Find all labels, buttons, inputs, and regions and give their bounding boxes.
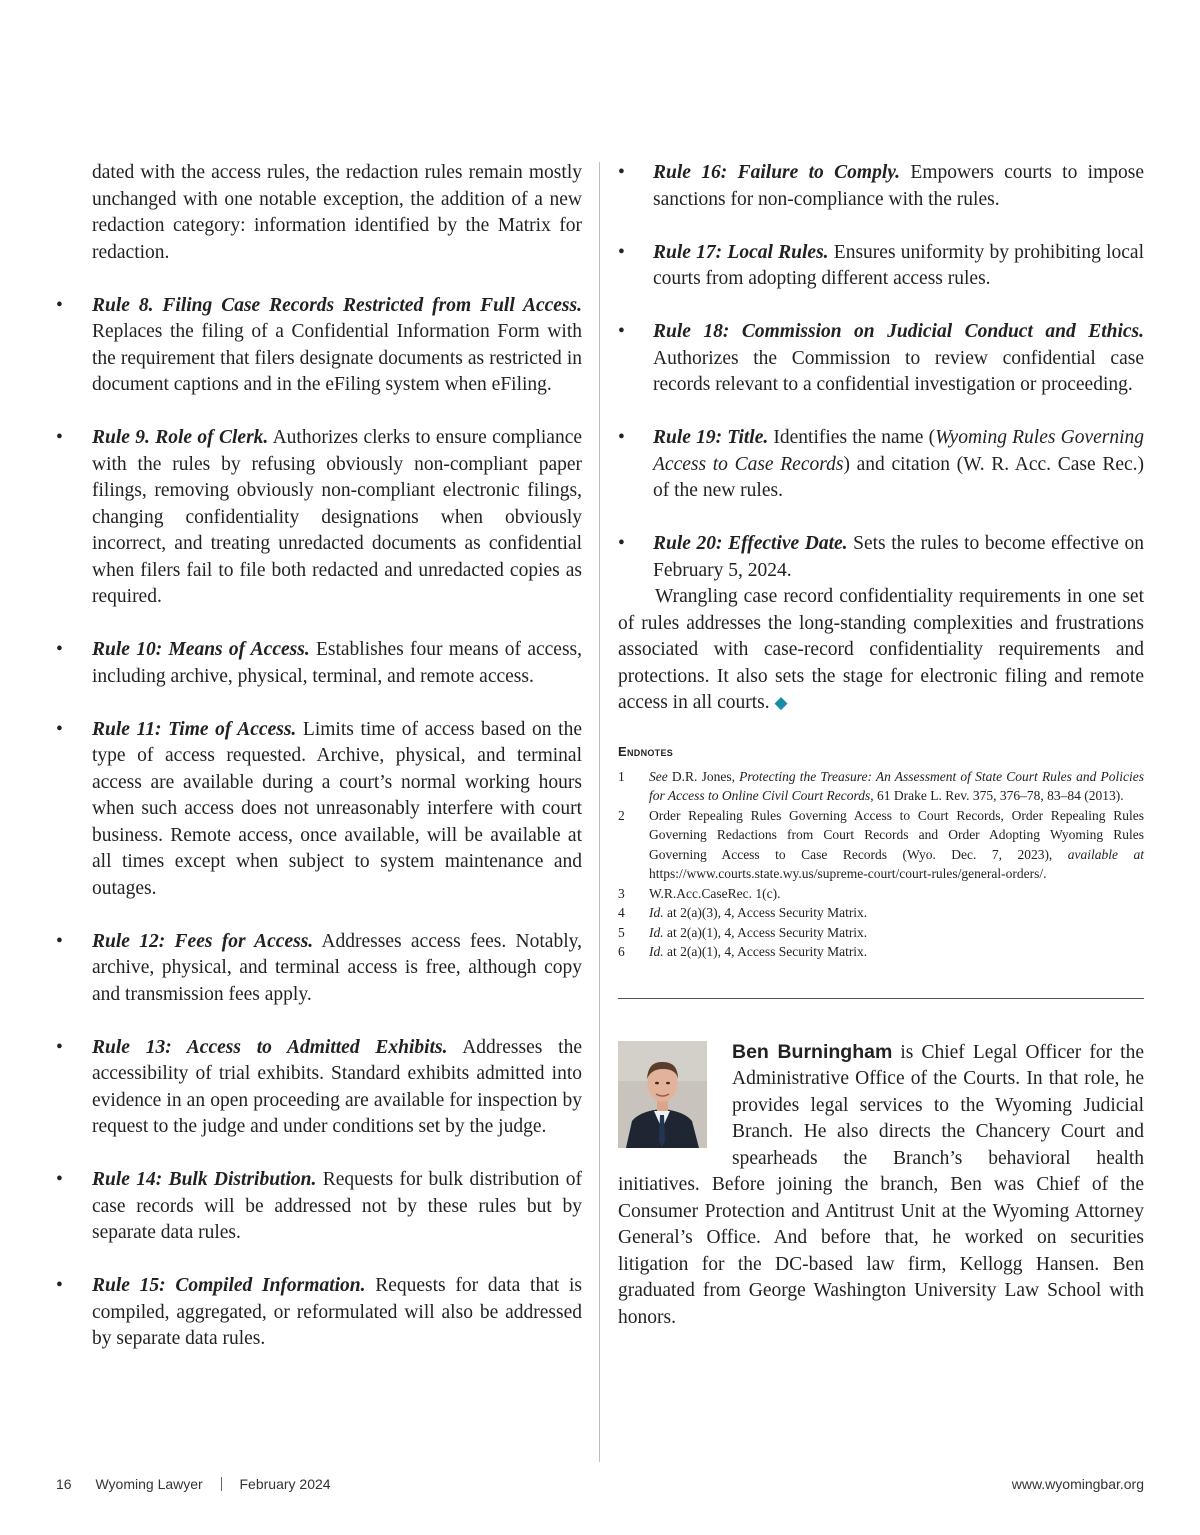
rule-heading: Rule 19: Title. [653, 427, 769, 448]
rule-heading: Rule 20: Effective Date. [653, 533, 848, 554]
rule-text: Ensures uniformity by prohibiting local courts from adopting different access rules. [653, 241, 1144, 289]
rule-title-italic: Wyoming Rules Governing Access to Case Records [653, 427, 1145, 475]
bio-text: is Chief Legal Officer for the Administrative Office of the Courts. In that role, he provides legal services to the Wyoming Judicial Branch. He also directs the Chancery Court and spearheads the Branch’s behavioral health initiatives. Before joining the branch, Ben was Chief of the Consumer Protection and Antitrust Unit at the Wyoming Attorney General’s Office. And before that, he worked on securities litigation for the DC-based law firm, Kellogg Hansen. Ben graduated from George Washington University Law School with honors. [618, 1041, 1144, 1328]
endnote-text: D.R. Jones, [667, 768, 740, 784]
rule-15-item [56, 1273, 582, 1353]
endnote-number: 4 [618, 905, 625, 920]
publication-name: Wyoming Lawyer [95, 1476, 203, 1492]
rule-heading: Rule 11: Time of Access. [92, 718, 297, 740]
rule-heading: Rule 16: Failure to Comply. [653, 162, 901, 183]
bullet-icon: • [56, 639, 63, 660]
rule-11-item [56, 717, 582, 903]
rule-text: Requests for data that is compiled, aggregated, or reformulated will also be addressed by separate data rules. [92, 1275, 583, 1349]
endnote-text: Order Repealing Rules Governing Access to Court Records, Order Repealing Rules Governing Redactions from Court Records and Order Adopting Wyoming Rules Governing Access to Case Records (Wyo. Dec. 7, 2023), [649, 807, 1144, 862]
rule-8-item [56, 293, 582, 399]
rule-text: Replaces the filing of a Confidential Information Form with the requirement that filers designate documents as restricted in document captions and in the eFiling system when eFiling. [92, 321, 582, 395]
author-photo [618, 1041, 707, 1148]
rule-text: Sets the rules to become effective on February 5, 2024. [653, 533, 1145, 581]
endnote-url: https://www.courts.state.wy.us/supreme-court/court-rules/general-orders/. [649, 866, 1047, 881]
signal-italic: available at [1067, 846, 1144, 862]
endnote-number: 6 [618, 944, 625, 959]
rule-17-item [618, 240, 1144, 293]
endnotes-heading: Endnotes [618, 743, 674, 759]
rule-heading: Rule 12: Fees for Access. [92, 930, 314, 952]
endnote-text: W.R.Acc.CaseRec. 1(c). [649, 885, 781, 901]
bullet-icon: • [56, 1275, 63, 1296]
conclusion-paragraph [618, 584, 1144, 717]
article-title-italic: Protecting the Treasure: An Assessment of State Court Rules and Policies for Access to Online Civil Court Records [649, 768, 1144, 803]
issue-date: February 2024 [239, 1476, 331, 1492]
right-column [618, 160, 1144, 1331]
rule-heading: Rule 15: Compiled Information. [92, 1275, 366, 1296]
rule-heading: Rule 17: Local Rules. [653, 241, 829, 263]
portrait-image-icon [618, 1041, 707, 1148]
bullet-icon: • [618, 162, 625, 183]
rule-19-item [618, 425, 1144, 505]
id-italic: Id. [649, 944, 664, 959]
rule-18-item [618, 319, 1144, 399]
endnote-item [618, 942, 1144, 962]
rule-13-item [56, 1035, 582, 1141]
rule-heading: Rule 8. Filing Case Records Restricted from Full Access. [92, 294, 582, 316]
bullet-icon: • [56, 427, 63, 448]
rule-text: Authorizes the Commission to review confidential case records relevant to a confidential investigation or proceeding. [653, 347, 1144, 395]
rule-heading: Rule 14: Bulk Distribution. [92, 1169, 317, 1190]
bullet-icon: • [618, 321, 625, 342]
rule-heading: Rule 13: Access to Admitted Exhibits. [92, 1036, 448, 1058]
bullet-icon: • [56, 1036, 63, 1058]
endnote-item [618, 903, 1144, 923]
endnote-text: at 2(a)(3), 4, Access Security Matrix. [663, 905, 868, 920]
endnote-item [618, 767, 1144, 806]
rule-12-item [56, 929, 582, 1009]
bullet-icon: • [618, 241, 625, 263]
endnote-item [618, 884, 1144, 904]
rule-9-item [56, 425, 582, 611]
column-divider [599, 162, 600, 1462]
endnote-item [618, 923, 1144, 943]
rule-text: Limits time of access based on the type of access requested. Archive, physical, and terminal access are available during a court’s normal working hours when such access does not unreasonably interfere with court business. Remote access, once available, will be available at all times except when subject to system maintenance and outages. [92, 718, 582, 899]
rule-text: Authorizes clerks to ensure compliance with the rules by refusing obviously non-compliant paper filings, removing obviously non-compliant electronic filings, changing confidentiality designations when obviously incorrect, and treating unredacted documents as confidential when filers fail to file both redacted and unredacted copies as required. [92, 427, 582, 607]
bullet-icon: • [56, 294, 63, 316]
rule-text: Requests for bulk distribution of case records will be addressed not by these rules but by separate data rules. [92, 1169, 583, 1243]
conclusion-text: Wrangling case record confidentiality requirements in one set of rules addresses the long-standing complexities and frustrations associated with case-record confidentiality requirements and protections. It also sets the stage for electronic filing and remote access in all courts. [618, 586, 1144, 713]
rule-heading: Rule 18: Commission on Judicial Conduct and Ethics. [653, 321, 1144, 342]
page-number: 16 [56, 1476, 72, 1492]
page-footer [56, 1476, 1144, 1492]
left-column [56, 160, 582, 1353]
end-diamond-icon: ◆ [774, 693, 788, 712]
rule-text: Addresses the accessibility of trial exhibits. Standard exhibits admitted into evidence in an open proceeding are available for inspection by request to the judge and under conditions set by the judge. [92, 1036, 582, 1137]
footer-separator [221, 1477, 222, 1491]
rule-heading: Rule 9. Role of Clerk. [92, 427, 269, 448]
rule-20-item [618, 531, 1144, 584]
rule-10-item [56, 637, 582, 690]
rule-14-item [56, 1167, 582, 1247]
endnote-number: 2 [618, 807, 625, 823]
bullet-icon: • [618, 533, 625, 554]
author-name: Ben Burningham [732, 1040, 893, 1063]
bullet-icon: • [56, 1169, 63, 1190]
endnote-number: 5 [618, 924, 625, 940]
endnote-number: 1 [618, 768, 625, 784]
website-url: www.wyomingbar.org [1011, 1476, 1144, 1492]
rule-16-item [618, 160, 1144, 213]
rule-text: Addresses access fees. Notably, archive, physical, and terminal access is free, although copy and transmission fees apply. [92, 930, 582, 1005]
signal-italic: See [649, 768, 668, 784]
bullet-icon: • [56, 930, 63, 952]
bio-divider [618, 998, 1144, 999]
endnote-text: at 2(a)(1), 4, Access Security Matrix. [663, 944, 868, 959]
bullet-icon: • [56, 718, 63, 740]
rule-text: Empowers courts to impose sanctions for non-compliance with the rules. [653, 162, 1144, 210]
rule-text: Establishes four means of access, including archive, physical, terminal, and remote access. [92, 639, 582, 687]
rule-heading: Rule 10: Means of Access. [92, 639, 310, 660]
rule-text: Identifies the name ( [773, 427, 936, 448]
author-bio [618, 1039, 1144, 1332]
endnote-text: at 2(a)(1), 4, Access Security Matrix. [663, 924, 868, 940]
endnote-number: 3 [618, 885, 625, 901]
continuation-paragraph: dated with the access rules, the redaction rules remain mostly unchanged with one notable exception, the addition of a new redaction category: information identified by the Matrix for redaction. [92, 162, 582, 263]
bullet-icon: • [618, 427, 625, 448]
endnote-item [618, 806, 1144, 884]
id-italic: Id. [649, 905, 664, 920]
id-italic: Id. [649, 924, 664, 940]
rule-text-end: ) and citation (W. R. Acc. Case Rec.) of the new rules. [653, 453, 1144, 501]
footer-left [56, 1476, 331, 1492]
endnote-text: , 61 Drake L. Rev. 375, 376–78, 83–84 (2013). [870, 788, 1124, 803]
